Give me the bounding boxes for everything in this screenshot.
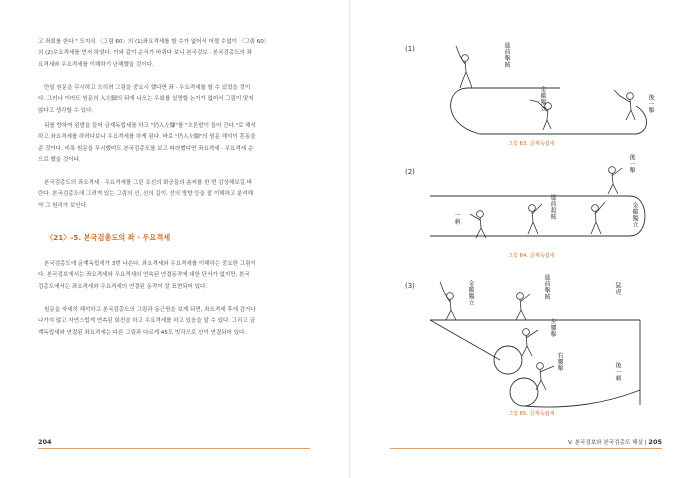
running-footer xyxy=(568,438,662,446)
text-line: 준 것이다. 비록 원문을 무시했어도 본국검총도를 보고 따라했다면 좌요격세 · 우요격세 순 xyxy=(38,145,254,152)
text-line: 않다고 생각할 수 있다. xyxy=(38,107,94,114)
footer-rule-right xyxy=(390,448,662,449)
swordsman-figure xyxy=(470,211,486,238)
paragraph-4 xyxy=(38,178,310,212)
paragraph-2 xyxy=(38,83,310,117)
figure-2-number: (2) xyxy=(405,168,415,176)
swordsman-figure xyxy=(591,202,605,234)
paragraph-5 xyxy=(38,259,310,293)
figure-label: 後一擊 xyxy=(628,154,635,174)
figure-label: 進前擊賊 xyxy=(543,274,550,300)
text-line: 본국검총도의 좌요격세 · 우요격세를 그린 조선의 화공들의 솜씨를 한 번 감상해보길 바 xyxy=(44,180,253,186)
figure-2-drawing xyxy=(430,162,650,252)
swordsman-figure xyxy=(456,46,472,88)
text-line: 계독립세와 연결된 좌요격세는 다른 그림과 다르게 45도 빗각으로 선이 연결되어 있다. xyxy=(38,329,247,336)
text-line: 란다. 본국검총도에 그려져 있는 그림의 선, 선의 길이, 선의 방향 등을 잘 이해하고 분석해 xyxy=(38,191,254,198)
text-line: 본국검총도에 금계독립세가 3번 나온다. 좌요격세와 우요격세를 이해하는 중요한 그림이 xyxy=(44,261,256,267)
text-line: 검총도에서는 좌요격세와 우요격세의 연결된 동작이 잘 표현되어 있다. xyxy=(38,283,208,290)
figure-1-number: (1) xyxy=(405,45,415,53)
figure-label: 左腰擊 xyxy=(549,318,556,338)
footer-section-title: V. 본국검보와 본국검총도 해설 xyxy=(567,440,643,446)
figure-1-drawing xyxy=(410,36,650,146)
swordsman-figure xyxy=(614,90,635,120)
figure-1-caption: 그림 63. 금계독립세 xyxy=(508,141,555,147)
text-line: 다. 그러나 이마도 원문의 入左腳의 뒤에 나오는 우회를 설명할 논거가 없어서 그림이 맞지 xyxy=(38,96,254,103)
right-page xyxy=(350,0,700,478)
text-line: 만일 원문을 무시하고 오히려 그림을 중요시 했다면 좌 · 우요격세를 할 수 있었을 것이 xyxy=(44,85,251,91)
text-line: 으로 했을 것이다. xyxy=(38,157,81,164)
path-curve xyxy=(524,390,640,407)
path-line xyxy=(430,320,500,360)
figure-label: 猛虎 xyxy=(614,282,621,295)
text-line: 하고 좌요격세를 하려다보니 우요격세를 하게 된다. 바로 "仍入左腳"의 원문 해석이 혼동을 xyxy=(38,134,256,141)
paragraph-3 xyxy=(38,121,310,167)
path-circle xyxy=(494,346,522,374)
paragraph-1 xyxy=(38,37,310,71)
figure-label: 後一刺 xyxy=(614,362,621,382)
text-line: 나가지 않고 자연스럽게 연속된 회전을 하고 우요격세를 하고 있음을 알 수 있다. 그리고 금 xyxy=(38,318,255,325)
figure-3-illustration xyxy=(430,270,650,410)
figure-2-illustration xyxy=(430,154,650,252)
swordsman-figure xyxy=(516,293,530,320)
paragraph-6 xyxy=(38,305,310,339)
figure-3-number: (3) xyxy=(405,282,415,290)
figure-label: 一刺 xyxy=(453,212,460,225)
path-circle xyxy=(510,378,538,406)
footer-rule-left xyxy=(38,448,310,449)
figure-label: 金雞獨立 xyxy=(467,280,474,306)
text-line: 뒤를 향하여 왼발을 들어 금계독립세를 하고 "仍入左腳"를 "오른발이 들어 간다."로 해석 xyxy=(44,123,256,129)
figure-1-illustration xyxy=(410,36,654,146)
path-curve xyxy=(451,88,647,134)
text-line: 다. 본국검보에서는 좌요격세와 우요격세의 연속된 연결동작에 대한 단서가 없지만, 본국 xyxy=(38,272,250,279)
figure-label: 進前擊賊 xyxy=(503,42,510,68)
swordsman-figure xyxy=(536,363,554,390)
text-line: 요격세와 우요격세를 이해하기 난해했을 것이다. xyxy=(38,61,154,68)
swordsman-figure xyxy=(522,329,538,356)
page-number-right: 205 xyxy=(648,438,662,446)
text-line: 의 (2)우요격세를 먼저 하였다. 이와 같이 순서가 바뀌다 보니 본국검보 · 본국검총도의 좌 xyxy=(38,50,252,57)
figure-2-caption: 그림 64. 금계독립세 xyxy=(508,253,555,259)
figure-label: 進前殺賊 xyxy=(549,194,556,220)
figure-label: 後一擊 xyxy=(647,94,654,114)
swordsman-figure xyxy=(608,167,622,194)
section-heading: 〈21〉-5. 본국검총도의 좌 · 우요격세 xyxy=(46,233,171,242)
figure-label: 金雞獨立 xyxy=(539,86,546,112)
figure-label: 金雞獨立 xyxy=(631,202,638,228)
figure-label: 右腰擊 xyxy=(556,352,563,372)
swordsman-figure xyxy=(440,282,456,320)
swordsman-figure xyxy=(528,204,542,234)
text-line: 고 좌회를 한다." 도지의 〈그림 60〉의 (1)좌요격세를 할 수가 없어서 어쩔 수없이 〈그림 60〉 xyxy=(38,39,270,45)
text-line: 야 그 원리가 보인다. xyxy=(38,202,88,209)
figure-3-caption: 그림 65. 금계독립세 xyxy=(508,411,555,417)
text-line: 원문을 자세히 해석하고 본국검총도의 그림과 동근원을 보게 되면, 좌요격세 후에 검거나 xyxy=(44,307,256,313)
footer-separator: | xyxy=(644,440,649,446)
page-number-left: 204 xyxy=(38,438,52,446)
